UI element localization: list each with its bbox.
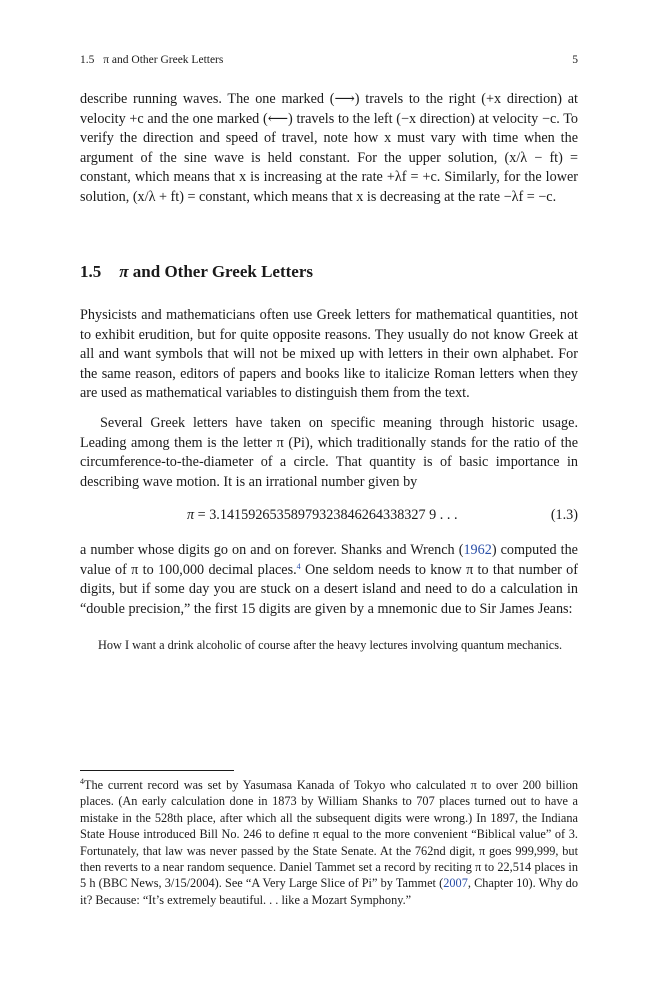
equation-rhs: = 3.14159265358979323846264338327 9 . . . — [197, 507, 458, 523]
paragraph-3-text — [80, 541, 578, 619]
paragraph-pi-history — [80, 414, 578, 492]
paragraph-3-rest: One seldom needs to know π to that number of digits, but if some day you are stuck on a desert island and need to do a calculation in “double precision,” the first 15 digits are given by a mnemonic due to Sir James Jeans: — [80, 561, 578, 617]
paragraph-3-before-cite: a number whose digits go on and on forever. Shanks and Wrench ( — [80, 542, 464, 558]
footnote-divider — [80, 770, 234, 771]
running-head — [80, 53, 578, 67]
running-head-title — [80, 53, 229, 67]
running-head-text: π and Other Greek Letters — [103, 54, 224, 66]
paragraph-digits — [80, 541, 578, 619]
footnote — [80, 777, 578, 908]
paragraph-3-after-cite: ) computed the value of π to 100,000 decimal places. — [80, 542, 578, 578]
citation-tammet[interactable]: 2007 — [443, 876, 468, 891]
footnote-text-before-cite: The current record was set by Yasumasa Kanada of Tokyo who calculated π to over 200 billion places. (An early calculation done in 1873 by William Shanks to 707 places turned out to have a mistake in the 528th place, after which all the subsequent digits were wrong.) In 1897, the Indiana State House introduced Bill No. 246 to define π equal to the more convenient “Biblical value” of 3. Fortunately, that law was never passed by the State Senate. At the 762nd digit, π goes 999,999, but then reverts to a near random sequence. Daniel Tammet set a record by reciting π to 22,514 places in 5 h (BBC News, 3/15/2004). See “A Very Large Slice of Pi” by Tammet ( — [80, 778, 578, 891]
paragraph-2-text: Several Greek letters have taken on specific meaning through historic usage. Leading among them is the letter π (Pi), which traditionally stands for the ratio of the circumference-to-the-diameter of a circle. That quantity is of basic importance in describing wave motion. It is an irrational number given by — [80, 415, 578, 490]
footnote-marker[interactable]: 4 — [296, 561, 301, 571]
equation-text — [187, 506, 458, 526]
section-number: 1.5 — [80, 262, 102, 281]
citation-shanks-wrench[interactable]: 1962 — [463, 542, 492, 558]
paragraph-greek-letters — [80, 306, 578, 404]
footnote-text-after-cite: , Chapter 10). Why do it? Because: “It’s extremely beautiful. . . like a Mozart Symphony.” — [80, 876, 578, 907]
mnemonic-quote: How I want a drink alcoholic of course after the heavy lectures involving quantum mechanics. — [98, 638, 563, 652]
equation-number: (1.3) — [550, 507, 578, 523]
section-pi-symbol: π — [119, 262, 129, 281]
running-head-section: 1.5 — [80, 54, 95, 66]
equation-lhs: π — [187, 507, 195, 523]
section-title: and Other Greek Letters — [132, 262, 313, 281]
page-number: 5 — [572, 54, 578, 66]
section-heading — [80, 262, 313, 282]
intro-paragraph-text: describe running waves. The one marked (⟶) travels to the right (+x direction) at velocity +c and the one marked (⟵) travels to the left (−x direction) at velocity −c. To verify the direction and speed of travel, note how x must vary with time when the argument of the sine wave is held constant. For the upper solution, (x/λ − ft) = constant, which means that x is increasing at the rate +λf = +c. Similarly, for the lower solution, (x/λ + ft) = constant, which means that x is decreasing at the rate −λf = −c. — [80, 91, 578, 205]
footnote-number: 4 — [80, 777, 84, 786]
intro-paragraph — [80, 90, 578, 208]
paragraph-1-text: Physicists and mathematicians often use Greek letters for mathematical quantities, not to exhibit erudition, but for quite opposite reasons. They usually do not know Greek at all and want symbols that will not be mixed up with letters in their own alphabet. For the same reason, editors of papers and books like to italicize Roman letters when they are used as mathematical variables to distinguish them from the text. — [80, 307, 578, 402]
